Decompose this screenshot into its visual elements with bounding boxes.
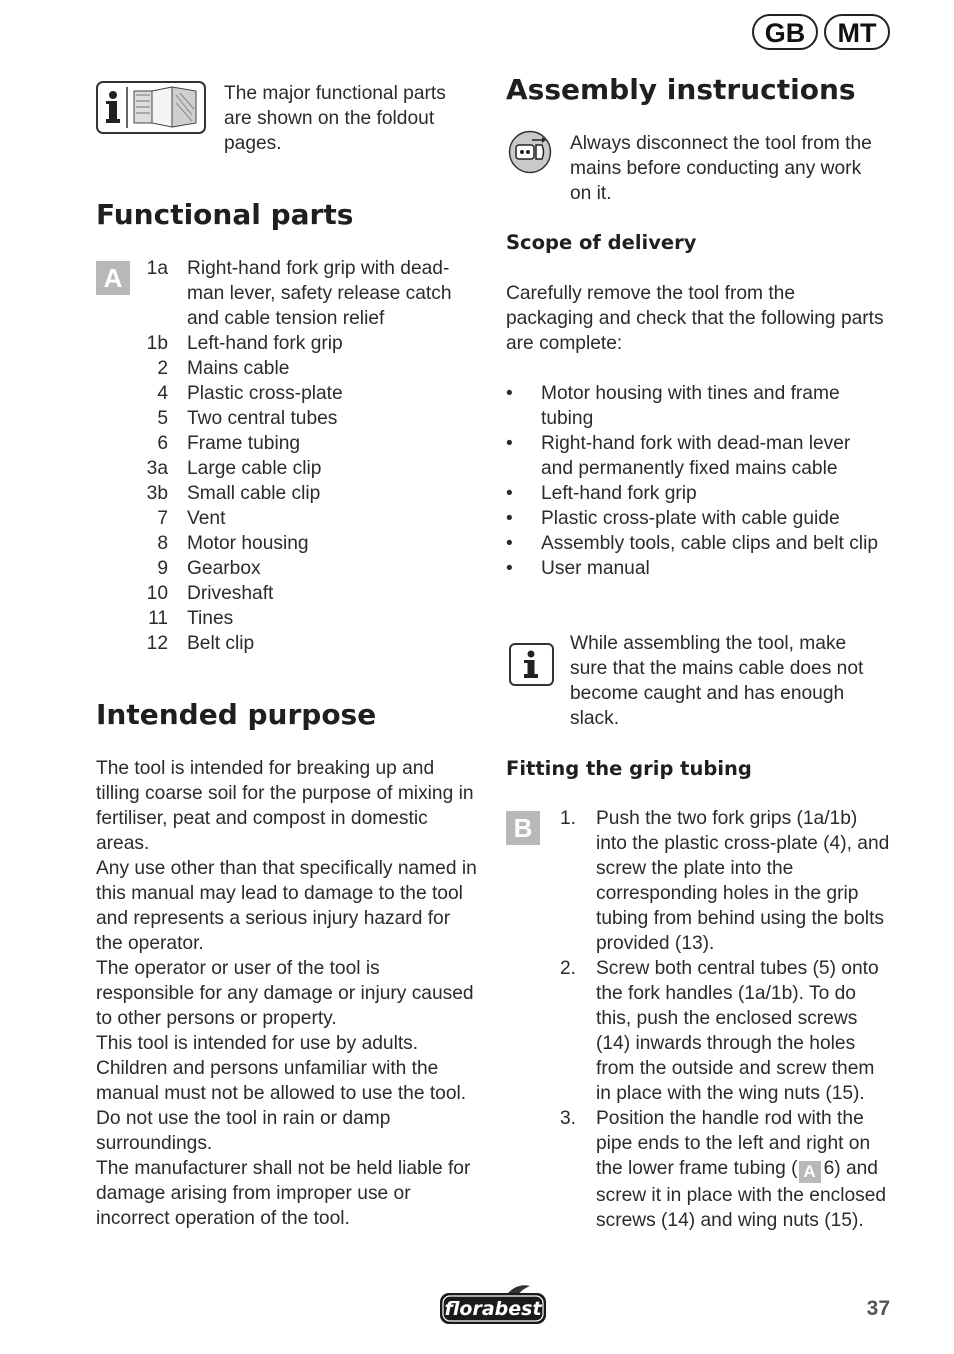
part-number: 1a [146, 258, 168, 279]
page-number: 37 [866, 1297, 890, 1320]
scope-list-item [506, 431, 886, 481]
bullet-point: • [506, 433, 513, 454]
assembly-instructions-title: Assembly instructions [506, 73, 856, 106]
purpose-paragraph: The tool is intended for breaking up and tilling coarse soil for the purpose of mixing in fertiliser, peat and compost in domestic areas. [96, 758, 474, 854]
florabest-logo [438, 1283, 548, 1327]
step-number: 1. [560, 808, 577, 829]
intended-purpose-text [96, 756, 482, 1231]
step-text [596, 1106, 892, 1233]
grip-step [560, 1106, 892, 1233]
grip-step [560, 806, 892, 956]
purpose-paragraph: This tool is intended for use by adults. Children and persons unfamiliar with the manual must not be allowed to use the tool. Do not use the tool in rain or damp surroundings. [96, 1033, 467, 1154]
part-label: Right-hand fork grip with dead-man lever, safety release catch and cable tension relief [187, 258, 452, 329]
part-number: 9 [157, 558, 168, 579]
scope-list-item [506, 531, 886, 556]
part-label: Driveshaft [187, 583, 274, 604]
bullet-point: • [506, 533, 513, 554]
scope-item-text: Plastic cross-plate with cable guide [541, 508, 840, 529]
language-badge-mt: MT [824, 14, 890, 50]
bullet-point: • [506, 383, 513, 404]
fitting-grip-title: Fitting the grip tubing [506, 757, 752, 780]
part-label: Belt clip [187, 633, 255, 654]
part-number: 4 [157, 383, 168, 404]
part-number: 2 [157, 358, 168, 379]
parts-list-item [116, 481, 469, 506]
unplug-warning-icon [508, 130, 552, 174]
disconnect-note: Always disconnect the tool from the mains before conducting any work on it. [570, 133, 872, 204]
part-label: Motor housing [187, 533, 309, 554]
scope-item-text: Left-hand fork grip [541, 483, 697, 504]
inline-figure-marker-a: A [799, 1161, 821, 1183]
scope-intro: Carefully remove the tool from the packaging and check that the following parts are complete: [506, 283, 884, 354]
functional-parts-list [116, 256, 469, 656]
parts-list-item [116, 256, 469, 331]
scope-item-text: User manual [541, 558, 650, 579]
bullet-point: • [506, 508, 513, 529]
part-label: Frame tubing [187, 433, 301, 454]
purpose-paragraph: Any use other than that specifically named in this manual may lead to damage to the tool and represents a serious injury hazard for the operator. [96, 858, 477, 954]
scope-list-item [506, 556, 886, 581]
foldout-note: The major functional parts are shown on the foldout pages. [224, 83, 446, 154]
bullet-point: • [506, 558, 513, 579]
foldout-info-icon [96, 81, 206, 134]
part-number: 10 [146, 583, 168, 604]
step-text-after: 6) and screw it in place with the enclosed screws (14) and wing nuts (15). [596, 1158, 887, 1231]
part-number: 3a [146, 458, 168, 479]
part-number: 1b [146, 333, 168, 354]
florabest-logo-text: florabest [444, 1298, 542, 1320]
parts-list-item [116, 631, 469, 656]
purpose-paragraph: The operator or user of the tool is responsible for any damage or injury caused to other persons or property. [96, 958, 474, 1029]
part-label: Small cable clip [187, 483, 321, 504]
part-label: Two central tubes [187, 408, 338, 429]
part-label: Left-hand fork grip [187, 333, 343, 354]
purpose-paragraph: The manufacturer shall not be held liable for damage arising from improper use or incorrect operation of the tool. [96, 1158, 471, 1229]
assembly-info-note: While assembling the tool, make sure that the mains cable does not become caught and has enough slack. [570, 633, 864, 729]
step-number: 3. [560, 1108, 577, 1129]
parts-list-item [116, 506, 469, 531]
step-text: Push the two fork grips (1a/1b) into the plastic cross-plate (4), and screw the plate into the corresponding holes in the grip tubing from behind using the bolts provided (13). [596, 808, 890, 954]
part-number: 3b [146, 483, 168, 504]
parts-list-item [116, 556, 469, 581]
part-number: 8 [157, 533, 168, 554]
scope-item-text: Assembly tools, cable clips and belt clip [541, 533, 879, 554]
part-label: Tines [187, 608, 234, 629]
parts-list-item [116, 381, 469, 406]
part-number: 5 [157, 408, 168, 429]
parts-list-item [116, 581, 469, 606]
parts-list-item [116, 406, 469, 431]
scope-list [506, 381, 886, 581]
scope-list-item [506, 481, 886, 506]
parts-list-item [116, 431, 469, 456]
part-label: Plastic cross-plate [187, 383, 343, 404]
part-label: Vent [187, 508, 226, 529]
figure-marker-a: A [96, 261, 130, 295]
language-badge-gb: GB [752, 14, 818, 50]
part-number: 7 [157, 508, 168, 529]
parts-list-item [116, 331, 469, 356]
figure-marker-b: B [506, 811, 540, 845]
intended-purpose-title: Intended purpose [96, 698, 377, 731]
part-number: 6 [157, 433, 168, 454]
scope-list-item [506, 381, 886, 431]
part-label: Mains cable [187, 358, 290, 379]
parts-list-item [116, 606, 469, 631]
info-icon [509, 643, 554, 686]
bullet-point: • [506, 483, 513, 504]
part-number: 11 [148, 608, 168, 629]
scope-of-delivery-title: Scope of delivery [506, 231, 697, 254]
step-text: Screw both central tubes (5) onto the fork handles (1a/1b). To do this, push the enclosed screws (14) inwards through the holes from the outside and screw them in place with the wing nuts (15). [596, 958, 879, 1104]
grip-steps-list [560, 806, 892, 1233]
scope-item-text: Motor housing with tines and frame tubing [541, 383, 840, 429]
scope-item-text: Right-hand fork with dead-man lever and permanently fixed mains cable [541, 433, 851, 479]
functional-parts-title: Functional parts [96, 198, 354, 231]
part-label: Large cable clip [187, 458, 322, 479]
step-text-before: Position the handle rod with the pipe ends to the left and right on the lower frame tubing ( [596, 1108, 871, 1179]
scope-list-item [506, 506, 886, 531]
parts-list-item [116, 456, 469, 481]
parts-list-item [116, 356, 469, 381]
step-number: 2. [560, 958, 577, 979]
part-label: Gearbox [187, 558, 261, 579]
part-number: 12 [146, 633, 168, 654]
parts-list-item [116, 531, 469, 556]
grip-step [560, 956, 892, 1106]
